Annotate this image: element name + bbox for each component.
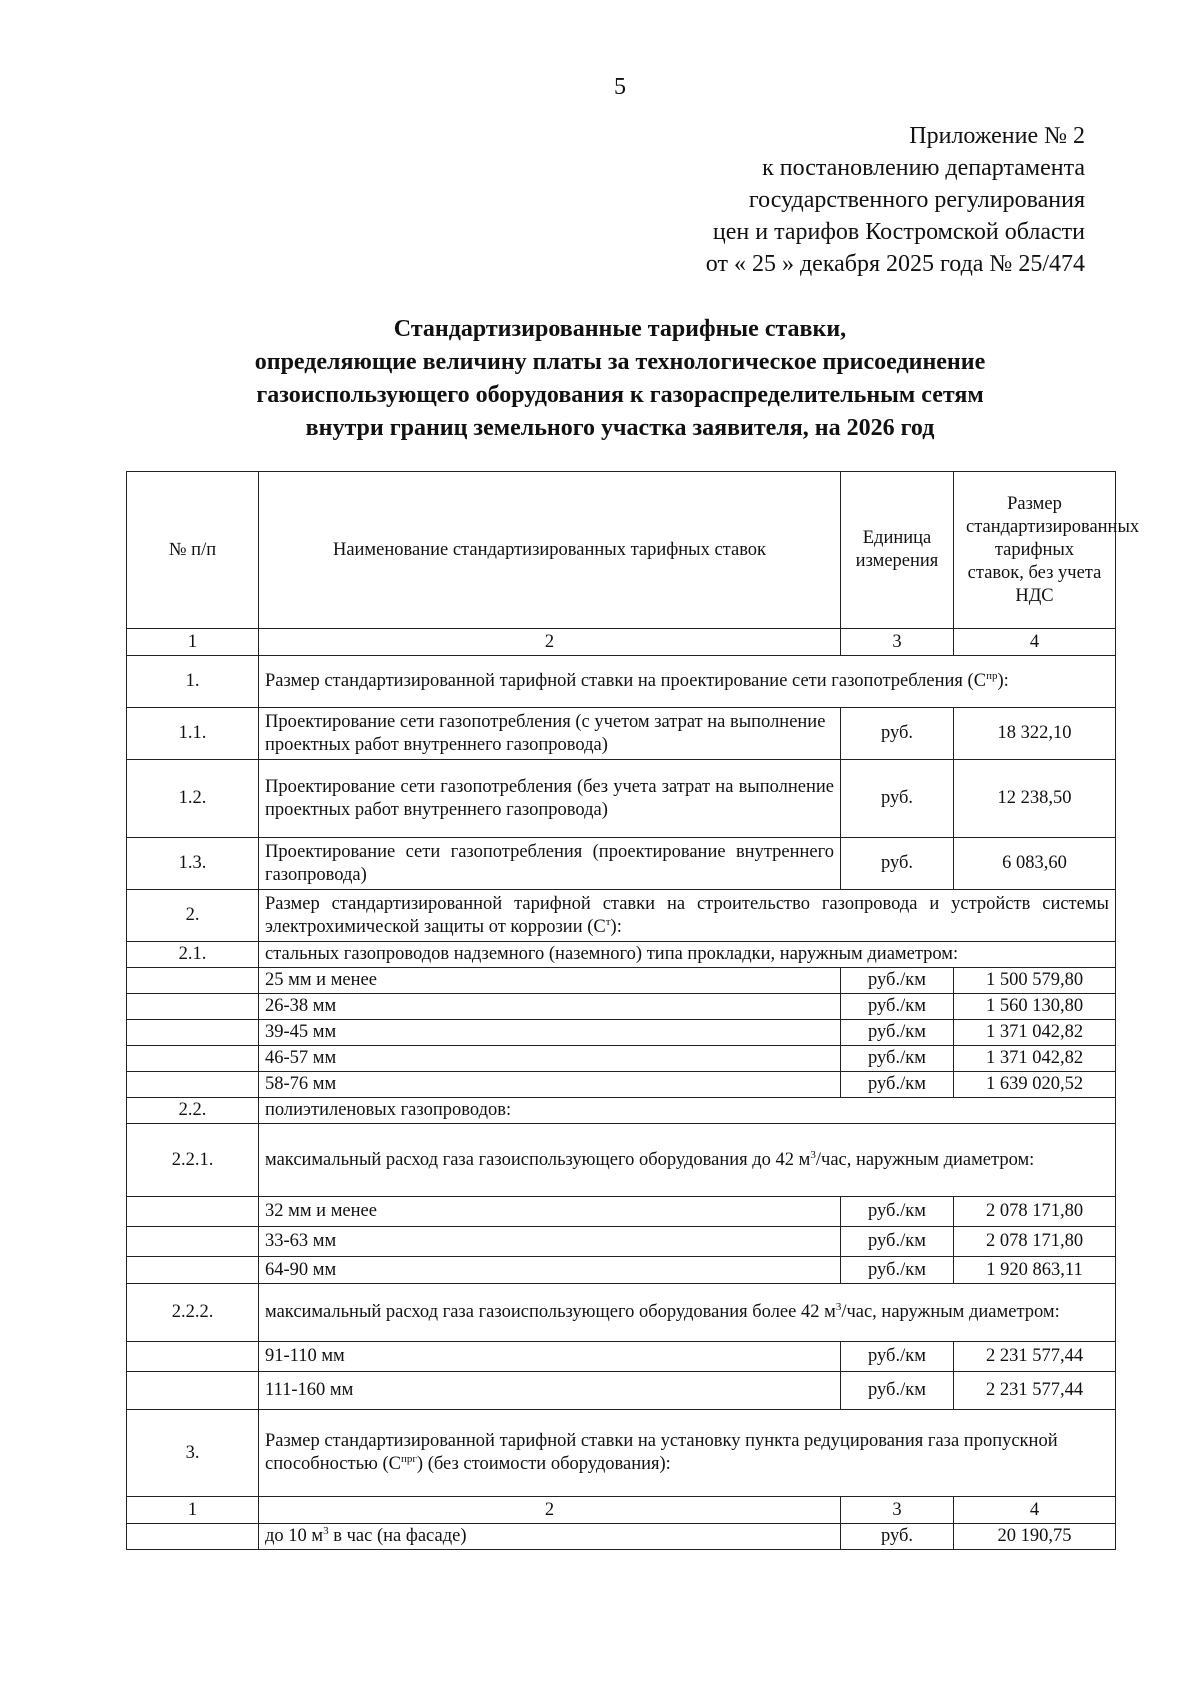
col-index: 4: [954, 629, 1116, 656]
row-name: [259, 1524, 841, 1550]
row-value: 1 500 579,80: [954, 968, 1116, 994]
table-row: [127, 1227, 1116, 1257]
row-unit: руб./км: [841, 994, 954, 1020]
row-name-tail: в час (на фасаде): [328, 1526, 467, 1546]
section-text: стальных газопроводов надземного (наземного) типа прокладки, наружным диаметром:: [259, 942, 1116, 968]
section-text-main: максимальный расход газа газоиспользующего оборудования до 42 м: [265, 1149, 811, 1170]
row-name: 46-57 мм: [259, 1046, 841, 1072]
row-number: 2.1.: [127, 942, 259, 968]
row-number-empty: [127, 1257, 259, 1284]
row-value: 2 078 171,80: [954, 1227, 1116, 1257]
header-unit: Единица измерения: [841, 472, 954, 629]
table-row: [127, 1342, 1116, 1372]
section-text-main: Размер стандартизированной тарифной ставки на установку пункта редуцирования газа пропускной способностью (С: [265, 1431, 1058, 1474]
row-number: 2.2.: [127, 1098, 259, 1124]
appendix-line: Приложение № 2: [909, 123, 1085, 149]
table-row: [127, 994, 1116, 1020]
row-unit: руб.: [841, 838, 954, 890]
appendix-line: государственного регулирования: [748, 187, 1085, 213]
row-value: 20 190,75: [954, 1524, 1116, 1550]
row-unit: руб.: [841, 708, 954, 760]
row-name: 32 мм и менее: [259, 1197, 841, 1227]
section-text: [259, 1284, 1116, 1342]
table-row: [127, 1046, 1116, 1072]
section-text: [259, 656, 1116, 708]
table-row: [127, 838, 1116, 890]
title-line: определяющие величину платы за технологическое присоединение: [254, 349, 986, 375]
section-text-main: максимальный расход газа газоиспользующего оборудования более 42 м: [265, 1302, 836, 1322]
col-index: 2: [259, 629, 841, 656]
row-value: 1 639 020,52: [954, 1072, 1116, 1098]
row-unit: руб./км: [841, 1227, 954, 1257]
table-row: [127, 1020, 1116, 1046]
table-row: [127, 1372, 1116, 1410]
row-unit: руб.: [841, 760, 954, 838]
row-number-empty: [127, 1046, 259, 1072]
row-name: Проектирование сети газопотребления (проектирование внутреннего газопровода): [259, 838, 841, 890]
row-value: 12 238,50: [954, 760, 1116, 838]
subsection-row: [127, 942, 1116, 968]
row-value: 2 231 577,44: [954, 1342, 1116, 1372]
row-number-empty: [127, 968, 259, 994]
row-number-empty: [127, 994, 259, 1020]
row-value: 2 078 171,80: [954, 1197, 1116, 1227]
tariff-table: [126, 471, 1140, 1550]
section-text: [259, 1124, 1116, 1197]
row-name: 58-76 мм: [259, 1072, 841, 1098]
col-index: 3: [841, 1497, 954, 1524]
row-name: Проектирование сети газопотребления (без учета затрат на выполнение проектных работ внутреннего газопровода): [259, 760, 841, 838]
header-name: Наименование стандартизированных тарифных ставок: [259, 472, 841, 629]
row-name: 25 мм и менее: [259, 968, 841, 994]
row-unit: руб./км: [841, 1257, 954, 1284]
document-title: [140, 313, 1100, 445]
row-value: 1 371 042,82: [954, 1046, 1116, 1072]
column-index-row: [127, 629, 1116, 656]
row-number-empty: [127, 1197, 259, 1227]
row-number-empty: [127, 1227, 259, 1257]
row-number: 2.: [127, 890, 259, 942]
row-number-empty: [127, 1342, 259, 1372]
row-unit: руб./км: [841, 1197, 954, 1227]
row-unit: руб./км: [841, 1020, 954, 1046]
row-name: 33-63 мм: [259, 1227, 841, 1257]
row-value: 6 083,60: [954, 838, 1116, 890]
section-text-sup: пр: [986, 670, 998, 682]
row-value: 1 371 042,82: [954, 1020, 1116, 1046]
col-index: 1: [127, 1497, 259, 1524]
section-text: полиэтиленовых газопроводов:: [259, 1098, 1116, 1124]
subsection-row: [127, 1098, 1116, 1124]
col-index: 3: [841, 629, 954, 656]
row-unit: руб./км: [841, 1072, 954, 1098]
header-value: Размер стандартизированных тарифных ставок, без учета НДС: [954, 472, 1116, 629]
row-number-empty: [127, 1372, 259, 1410]
title-line: внутри границ земельного участка заявителя, на 2026 год: [305, 415, 935, 441]
row-name-sup: 3: [323, 1525, 329, 1537]
section-text-sup: прг: [401, 1453, 417, 1465]
appendix-line: цен и тарифов Костромской области: [712, 219, 1085, 245]
section-text: [259, 890, 1116, 942]
row-name: 64-90 мм: [259, 1257, 841, 1284]
appendix-line: к постановлению департамента: [762, 155, 1085, 181]
table-row: [127, 760, 1116, 838]
table-row: [127, 968, 1116, 994]
header-num: № п/п: [127, 472, 259, 629]
section-text-sup: 3: [835, 1301, 842, 1313]
row-value: 1 920 863,11: [954, 1257, 1116, 1284]
subsection-row: [127, 1284, 1116, 1342]
row-name-main: до 10 м: [265, 1526, 324, 1546]
column-index-row: [127, 1497, 1116, 1524]
section-text-tail: /час, наружным диаметром:: [815, 1149, 1035, 1170]
subsection-row: [127, 1124, 1116, 1197]
row-value: 1 560 130,80: [954, 994, 1116, 1020]
appendix-block: [706, 120, 1085, 280]
table-row: [127, 708, 1116, 760]
row-number-empty: [127, 1072, 259, 1098]
row-name: 111-160 мм: [259, 1372, 841, 1410]
section-text-tail: ):: [610, 916, 622, 937]
row-number-empty: [127, 1524, 259, 1550]
header-row: [127, 472, 1116, 629]
section-text-tail: /час, наружным диаметром:: [841, 1302, 1060, 1322]
row-unit: руб./км: [841, 1342, 954, 1372]
section-text-tail: ):: [997, 671, 1009, 691]
section-text-sup: 3: [810, 1148, 816, 1161]
section-row: [127, 1410, 1116, 1497]
row-name: 39-45 мм: [259, 1020, 841, 1046]
row-number: 3.: [127, 1410, 259, 1497]
page-number: 5: [614, 74, 626, 100]
col-index: 1: [127, 629, 259, 656]
table-row: [127, 1257, 1116, 1284]
section-text-main: Размер стандартизированной тарифной ставки на строительство газопровода и устройств системы электрохимической защиты от коррозии (С: [265, 893, 1109, 937]
row-number: 1.3.: [127, 838, 259, 890]
table-row: [127, 1524, 1116, 1550]
row-number: 1.2.: [127, 760, 259, 838]
section-text-tail: ) (без стоимости оборудования):: [416, 1454, 671, 1474]
row-value: 18 322,10: [954, 708, 1116, 760]
row-unit: руб./км: [841, 1046, 954, 1072]
row-name: 26-38 мм: [259, 994, 841, 1020]
section-text-sup: т: [605, 915, 611, 928]
section-row: [127, 656, 1116, 708]
col-index: 4: [954, 1497, 1116, 1524]
row-name: Проектирование сети газопотребления (с учетом затрат на выполнение проектных работ внутреннего газопровода): [259, 708, 841, 760]
row-number: 1.: [127, 656, 259, 708]
row-number: 2.2.2.: [127, 1284, 259, 1342]
col-index: 2: [259, 1497, 841, 1524]
section-text: [259, 1410, 1116, 1497]
row-name: 91-110 мм: [259, 1342, 841, 1372]
row-unit: руб./км: [841, 1372, 954, 1410]
row-unit: руб./км: [841, 968, 954, 994]
row-number: 2.2.1.: [127, 1124, 259, 1197]
row-unit: руб.: [841, 1524, 954, 1550]
table-row: [127, 1197, 1116, 1227]
title-line: Стандартизированные тарифные ставки,: [393, 316, 847, 342]
table-row: [127, 1072, 1116, 1098]
row-number: 1.1.: [127, 708, 259, 760]
row-number-empty: [127, 1020, 259, 1046]
appendix-line: от « 25 » декабря 2025 года № 25/474: [705, 251, 1085, 277]
section-row: [127, 890, 1116, 942]
title-line: газоиспользующего оборудования к газораспределительным сетям: [256, 382, 984, 408]
section-text-main: Размер стандартизированной тарифной ставки на проектирование сети газопотребления (С: [265, 671, 987, 691]
row-value: 2 231 577,44: [954, 1372, 1116, 1410]
